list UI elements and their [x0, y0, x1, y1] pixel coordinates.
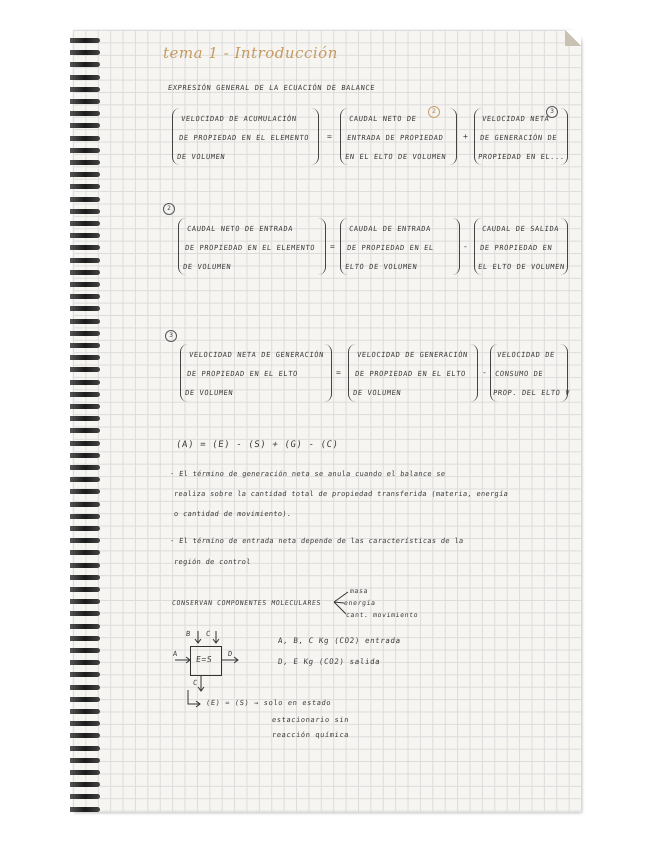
eq3-term2-line3: DE VOLUMEN: [352, 389, 402, 397]
eq3-op2: -: [482, 368, 487, 377]
section-subtitle: EXPRESIÓN GENERAL DE LA ECUACIÓN DE BALANCE: [167, 84, 376, 92]
diagram-output-c: C: [192, 679, 199, 687]
control-volume-label: E=S: [195, 655, 213, 664]
eq1-term3-line1: VELOCIDAD NETA: [481, 115, 550, 123]
conclusion-line-1: (E) = (S) → solo en estado: [205, 699, 332, 707]
eq2-term2-line3: ELTO DE VOLUMEN: [344, 263, 418, 271]
eq2-term2-line2: DE PROPIEDAD EN EL: [346, 244, 435, 252]
eq1-term1-line2: DE PROPIEDAD EN EL ELEMENTO: [178, 134, 310, 142]
eq1-term3-line3: PROPIEDAD EN EL...: [477, 153, 566, 161]
eq2-term2-line1: CAUDAL DE ENTRADA: [348, 225, 432, 233]
legend-input: A, B, C Kg (CO2) entrada: [277, 636, 402, 645]
legend-output: D, E Kg (CO2) salida: [277, 657, 381, 666]
conserved-branch-momentum: cant. movimiento: [345, 611, 419, 619]
eq2-op2: -: [463, 242, 468, 251]
eq1-term1-line3: DE VOLUMEN: [176, 153, 226, 161]
eq1-term3-line2: DE GENERACIÓN DE: [479, 134, 558, 142]
eq2-term1-line3: DE VOLUMEN: [182, 263, 232, 271]
eq2-term1-line1: CAUDAL NETO DE ENTRADA: [186, 225, 294, 233]
eq2-op1: =: [330, 242, 335, 251]
conserved-label: CONSERVAN COMPONENTES MOLECULARES: [171, 599, 322, 607]
eq3-term1-line3: DE VOLUMEN: [184, 389, 234, 397]
page-title: tema 1 - Introducción: [163, 44, 338, 62]
eq2-marker: 2: [163, 203, 175, 215]
eq2-term3-line3: EL ELTO DE VOLUMEN: [477, 263, 566, 271]
diagram-input-c-top: C: [205, 630, 212, 638]
note-line-2: realiza sobre la cantidad total de propiedad transferida (materia, energía: [173, 490, 509, 498]
conclusion-line-3: reacción química: [271, 731, 350, 739]
eq1-op1: =: [327, 132, 332, 141]
eq3-term3-line2: CONSUMO DE: [494, 370, 544, 378]
diagram-input-a: A: [172, 650, 179, 658]
conserved-branch-energy: energía: [343, 599, 377, 607]
eq3-term2-line1: VELOCIDAD DE GENERACIÓN: [356, 351, 469, 359]
eq1-op2: +: [463, 132, 468, 141]
eq2-term3-line1: CAUDAL DE SALIDA: [481, 225, 560, 233]
eq1-term2-line1: CAUDAL NETO DE: [348, 115, 417, 123]
note-line-5: región de control: [173, 558, 252, 566]
eq3-marker: 3: [165, 330, 177, 342]
conclusion-line-2: estacionario sin: [271, 716, 350, 724]
note-line-1: · El término de generación neta se anula cuando el balance se: [169, 470, 446, 478]
eq2-term3-line2: DE PROPIEDAD EN: [479, 244, 553, 252]
eq3-term2-line2: DE PROPIEDAD EN EL ELTO: [354, 370, 467, 378]
eq1-term2-line2: ENTRADA DE PROPIEDAD: [346, 134, 444, 142]
note-line-4: · El término de entrada neta depende de las características de la: [169, 537, 464, 545]
eq2-term1-line2: DE PROPIEDAD EN EL ELEMENTO: [184, 244, 316, 252]
diagram-input-b: B: [185, 630, 192, 638]
eq3-term3-line3: PROP. DEL ELTO V: [492, 389, 571, 397]
diagram-output-d: D: [227, 650, 234, 658]
eq1-term1-line1: VELOCIDAD DE ACUMULACIÓN: [180, 115, 298, 123]
eq3-op1: =: [336, 368, 341, 377]
conserved-branch-mass: masa: [349, 587, 369, 595]
eq3-term1-line1: VELOCIDAD NETA DE GENERACIÓN: [188, 351, 325, 359]
eq1-term2-line3: EN EL ELTO DE VOLUMEN: [344, 153, 447, 161]
eq1-marker-3: 3: [546, 106, 558, 118]
eq3-term3-line1: VELOCIDAD DE: [496, 351, 556, 359]
eq3-term1-line2: DE PROPIEDAD EN EL ELTO: [186, 370, 299, 378]
note-line-3: o cantidad de movimiento).: [173, 510, 292, 518]
eq1-marker-2: 2: [428, 106, 440, 118]
balance-formula: (A) = (E) - (S) + (G) - (C): [175, 440, 340, 450]
